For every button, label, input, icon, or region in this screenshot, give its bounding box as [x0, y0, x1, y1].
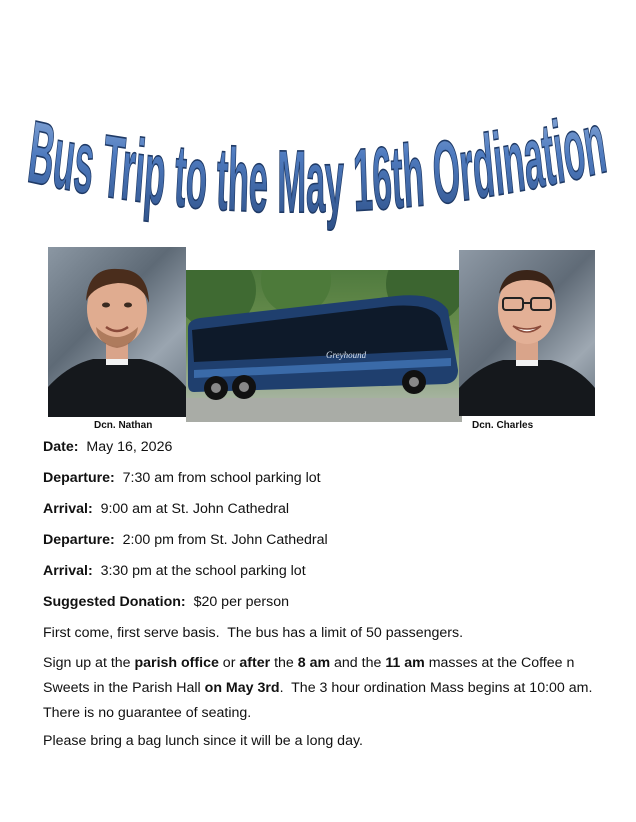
detail-donation: Suggested Donation: $20 per person: [43, 594, 290, 610]
detail-date: Date: May 16, 2026: [43, 439, 173, 455]
detail-arrival-2: Arrival: 3:30 pm at the school parking lot: [43, 563, 306, 579]
title-text: [23, 86, 631, 232]
bus-photo: [186, 270, 462, 422]
detail-departure-2: Departure: 2:00 pm from St. John Cathedral: [43, 532, 328, 548]
caption-charles: Dcn. Charles: [472, 420, 534, 431]
detail-arrival-1: Arrival: 9:00 am at St. John Cathedral: [43, 501, 290, 517]
title-textpath: Bus Trip to the May 16th Ordination: [23, 86, 631, 232]
portrait-charles: [459, 250, 595, 416]
signup-note: Sign up at the parish office or after the 8 am and the 11 am masses at the Coffee n Sweets in the Parish Hall on May 3rd. The 3 hour ordination Mass begins at 10:00 am. There is no guarantee of seating.: [43, 655, 601, 721]
detail-departure-1: Departure: 7:30 am from school parking lot: [43, 470, 321, 486]
portrait-nathan: [48, 247, 186, 417]
first-come-note: First come, first serve basis. The bus has a limit of 50 passengers.: [43, 625, 464, 641]
flyer-title: [20, 86, 631, 248]
trip-details: [43, 438, 603, 763]
lunch-note: Please bring a bag lunch since it will be a long day.: [43, 733, 363, 749]
caption-nathan: Dcn. Nathan: [94, 420, 153, 431]
bus-brand-text: Greyhound: [326, 350, 367, 360]
